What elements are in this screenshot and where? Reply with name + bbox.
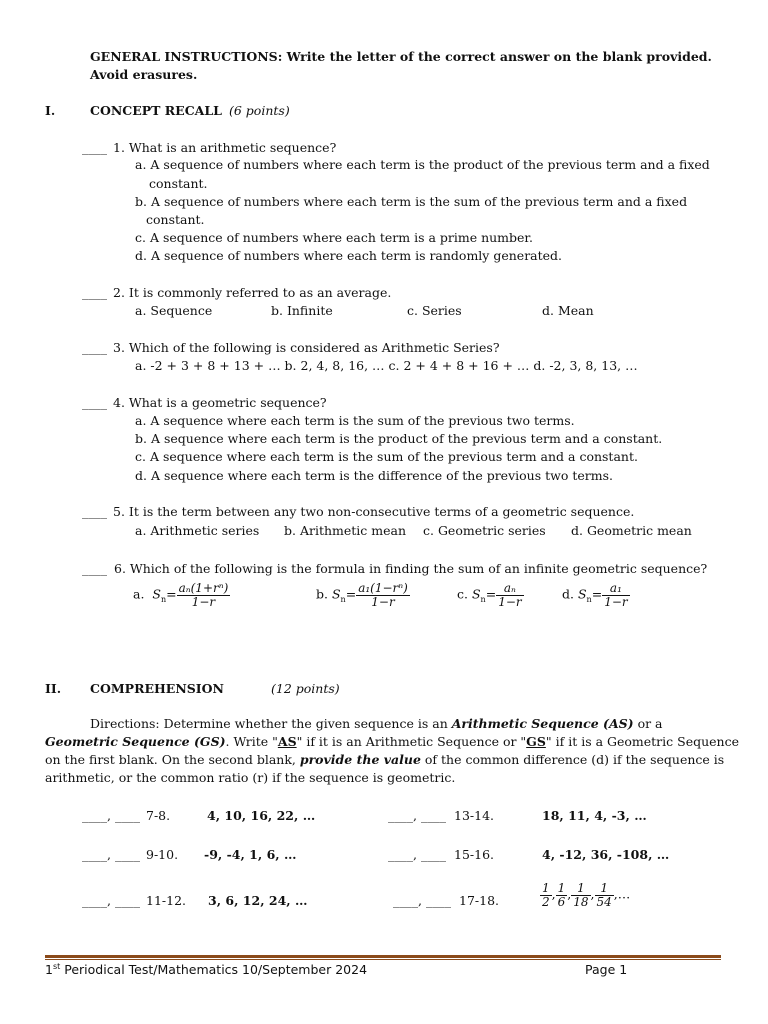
q5-choice-d: d. Geometric mean <box>571 523 692 538</box>
answer-blank[interactable]: ____ <box>82 140 107 155</box>
directions-line-4: arithmetic, or the common ratio (r) if the sequence is geometric. <box>45 770 456 785</box>
answer-blanks[interactable]: ____, ____ <box>388 808 446 823</box>
q1-choice-d: d. A sequence of numbers where each term is randomly generated. <box>135 248 563 263</box>
fraction: $\frac{1}{54}$ <box>596 881 612 909</box>
section-2-points: (12 points) <box>271 681 340 696</box>
item-number: 11-12. <box>146 893 187 908</box>
question-5: 5. It is the term between any two non-consecutive terms of a geometric sequence. <box>113 504 635 519</box>
q4-choice-c: c. A sequence where each term is the sum of the previous term and a constant. <box>135 449 638 464</box>
answer-blank[interactable]: ____ <box>82 285 107 300</box>
footer-rule-thin <box>45 959 721 960</box>
question-2: 2. It is commonly referred to as an average. <box>113 285 392 300</box>
question-4: 4. What is a geometric sequence? <box>113 395 327 410</box>
question-1: 1. What is an arithmetic sequence? <box>113 140 337 155</box>
q5-choice-b: b. Arithmetic mean <box>284 523 407 538</box>
answer-blanks[interactable]: ____, ____ <box>388 847 446 862</box>
q5-choice-c: c. Geometric series <box>423 523 546 538</box>
answer-blank[interactable]: ____ <box>82 504 107 519</box>
fraction-sequence: $\frac{1}{2}$ , $\frac{1}{6}$ , $\frac{1}{18}$ , $\frac{1}{54}$ ,… <box>542 881 631 909</box>
fraction: $\frac{1}{2}$ <box>542 881 550 909</box>
sequence: 18, 11, 4, -3, … <box>542 808 647 823</box>
formula-c: c. $S_n=$ $\frac{\text{aₙ}}{1-r}$ <box>457 581 522 609</box>
fraction: $\frac{1}{6}$ <box>557 881 566 909</box>
q2-choice-a: a. Sequence <box>135 303 213 318</box>
q2-choice-d: d. Mean <box>542 303 594 318</box>
question-6: 6. Which of the following is the formula in finding the sum of an infinite geometric sequence? <box>114 561 708 576</box>
formula-b: b. $S_n=$ $\frac{\text{a₁(1−rⁿ)}}{1-r}$ <box>316 581 408 609</box>
formula-a: a. $S_n=$ $\frac{\text{aₙ(1+rⁿ)}}{1-r}$ <box>133 581 229 609</box>
q1-choice-a-cont: constant. <box>149 176 208 191</box>
fraction: $\frac{1}{18}$ <box>573 881 589 909</box>
q2-choice-c: c. Series <box>407 303 462 318</box>
item-number: 15-16. <box>454 847 495 862</box>
answer-blanks[interactable]: ____, ____ <box>82 893 140 908</box>
footer-title: 1st Periodical Test/Mathematics 10/September 2024 <box>45 962 368 978</box>
section-1-title: CONCEPT RECALL <box>90 103 222 118</box>
answer-blanks[interactable]: ____, ____ <box>82 847 140 862</box>
formula-d: d. $S_n=$ $\frac{\text{a₁}}{1-r}$ <box>562 581 628 609</box>
question-3: 3. Which of the following is considered as Arithmetic Series? <box>113 340 500 355</box>
sequence: 4, 10, 16, 22, … <box>207 808 316 823</box>
q4-choice-a: a. A sequence where each term is the sum of the previous two terms. <box>135 413 575 428</box>
item-number: 13-14. <box>454 808 495 823</box>
q1-choice-b-cont: constant. <box>146 212 205 227</box>
page-number: Page 1 <box>585 962 628 977</box>
answer-blank[interactable]: ____ <box>82 561 107 576</box>
section-1-numeral: I. <box>45 103 56 118</box>
answer-blank[interactable]: ____ <box>82 395 107 410</box>
section-1-points: (6 points) <box>229 103 290 118</box>
item-number: 9-10. <box>146 847 179 862</box>
section-2-title: COMPREHENSION <box>90 681 224 696</box>
q5-choice-a: a. Arithmetic series <box>135 523 260 538</box>
item-number: 17-18. <box>459 893 500 908</box>
sequence: -9, -4, 1, 6, … <box>204 847 297 862</box>
footer-rule <box>45 955 721 958</box>
sequence: 4, -12, 36, -108, … <box>542 847 670 862</box>
directions-line-2: Geometric Sequence (GS). Write "AS" if it is an Arithmetic Sequence or "GS" if it is a Geometric Sequence <box>45 734 739 749</box>
general-instructions: GENERAL INSTRUCTIONS: Write the letter of the correct answer on the blank provided. <box>90 49 712 64</box>
q4-choice-b: b. A sequence where each term is the product of the previous term and a constant. <box>135 431 663 446</box>
directions-line-3: on the first blank. On the second blank, provide the value of the common difference (d) if the sequence is <box>45 752 725 767</box>
q2-choice-b: b. Infinite <box>271 303 333 318</box>
q4-choice-d: d. A sequence where each term is the difference of the previous two terms. <box>135 468 613 483</box>
answer-blanks[interactable]: ____, ____ <box>393 893 451 908</box>
q3-choices: a. -2 + 3 + 8 + 13 + … b. 2, 4, 8, 16, … c. 2 + 4 + 8 + 16 + … d. -2, 3, 8, 13, … <box>135 358 638 373</box>
general-instructions-2: Avoid erasures. <box>90 67 198 82</box>
item-number: 7-8. <box>146 808 171 823</box>
section-2-numeral: II. <box>45 681 62 696</box>
directions-line-1: Directions: Determine whether the given sequence is an Arithmetic Sequence (AS) or a <box>90 716 663 731</box>
q1-choice-c: c. A sequence of numbers where each term is a prime number. <box>135 230 534 245</box>
answer-blank[interactable]: ____ <box>82 340 107 355</box>
q1-choice-a: a. A sequence of numbers where each term is the product of the previous term and a fixed <box>135 157 710 172</box>
answer-blanks[interactable]: ____, ____ <box>82 808 140 823</box>
q1-choice-b: b. A sequence of numbers where each term is the sum of the previous term and a fixed <box>135 194 688 209</box>
sequence: 3, 6, 12, 24, … <box>208 893 308 908</box>
